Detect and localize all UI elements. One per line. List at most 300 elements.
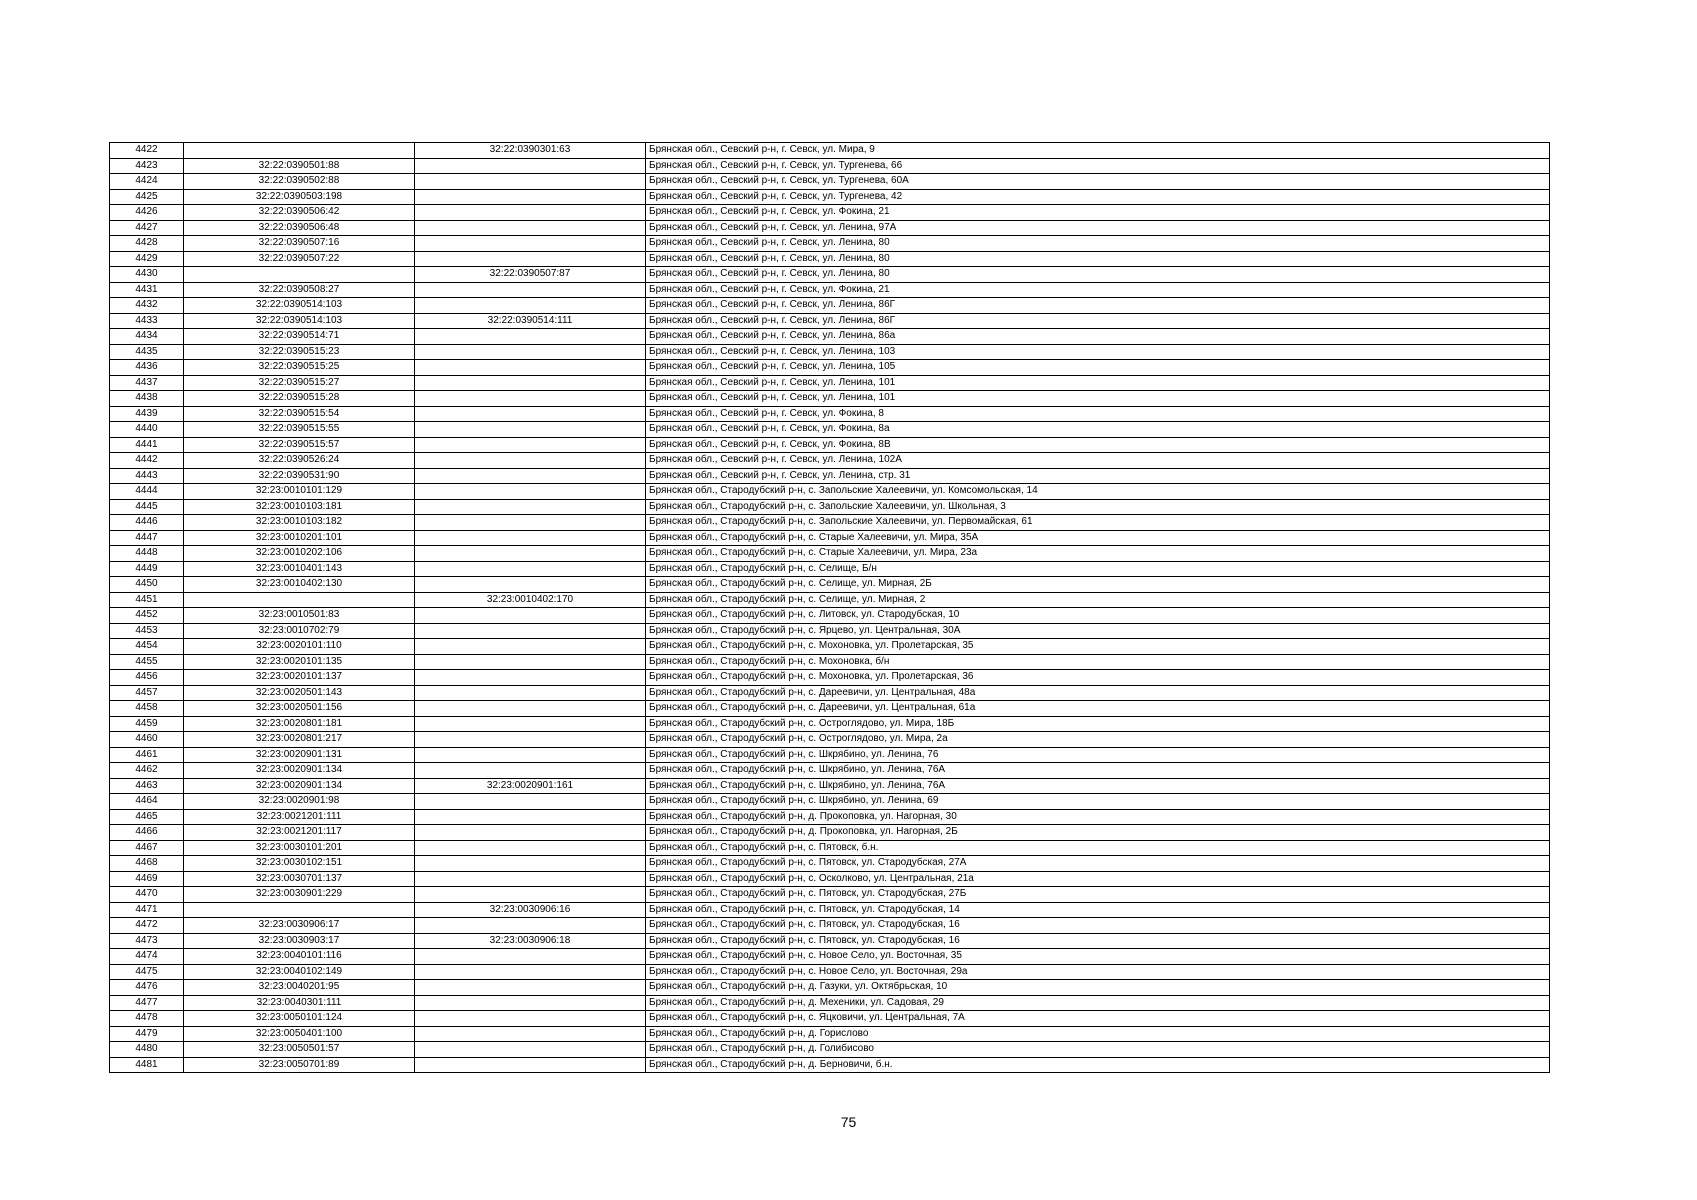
table-row xyxy=(110,468,1550,484)
cadastral-number-cell xyxy=(184,267,415,283)
row-number-cell: 4462 xyxy=(110,763,184,779)
row-number-cell: 4452 xyxy=(110,608,184,624)
row-number-cell: 4453 xyxy=(110,623,184,639)
cadastral-number-cell: 32:22:0390531:90 xyxy=(184,468,415,484)
row-number-cell: 4479 xyxy=(110,1026,184,1042)
address-cell: Брянская обл., Стародубский р-н, с. Ярцево, ул. Центральная, 30А xyxy=(646,623,1550,639)
row-number-cell: 4468 xyxy=(110,856,184,872)
cadastral-number-cell: 32:22:0390507:16 xyxy=(184,236,415,252)
related-cadastral-number-cell xyxy=(415,437,646,453)
address-cell: Брянская обл., Стародубский р-н, с. Остроглядово, ул. Мира, 2а xyxy=(646,732,1550,748)
cadastral-number-cell: 32:22:0390515:27 xyxy=(184,375,415,391)
table-row xyxy=(110,763,1550,779)
table-row xyxy=(110,220,1550,236)
table-row xyxy=(110,375,1550,391)
table-row xyxy=(110,918,1550,934)
related-cadastral-number-cell xyxy=(415,608,646,624)
row-number-cell: 4473 xyxy=(110,933,184,949)
row-number-cell: 4474 xyxy=(110,949,184,965)
address-cell: Брянская обл., Севский р-н, г. Севск, ул. Ленина, 97А xyxy=(646,220,1550,236)
address-cell: Брянская обл., Стародубский р-н, с. Шкрябино, ул. Ленина, 76 xyxy=(646,747,1550,763)
table-row xyxy=(110,608,1550,624)
address-cell: Брянская обл., Стародубский р-н, д. Горислово xyxy=(646,1026,1550,1042)
row-number-cell: 4429 xyxy=(110,251,184,267)
cadastral-number-cell: 32:22:0390514:71 xyxy=(184,329,415,345)
row-number-cell: 4437 xyxy=(110,375,184,391)
table-row xyxy=(110,902,1550,918)
related-cadastral-number-cell xyxy=(415,1026,646,1042)
address-cell: Брянская обл., Севский р-н, г. Севск, ул. Ленина, 105 xyxy=(646,360,1550,376)
related-cadastral-number-cell xyxy=(415,685,646,701)
row-number-cell: 4422 xyxy=(110,143,184,159)
cadastral-number-cell: 32:23:0020901:134 xyxy=(184,763,415,779)
table-row xyxy=(110,716,1550,732)
related-cadastral-number-cell xyxy=(415,654,646,670)
cadastral-number-cell: 32:23:0020101:110 xyxy=(184,639,415,655)
row-number-cell: 4476 xyxy=(110,980,184,996)
address-cell: Брянская обл., Стародубский р-н, с. Новое Село, ул. Восточная, 29а xyxy=(646,964,1550,980)
cadastral-number-cell: 32:23:0040102:149 xyxy=(184,964,415,980)
table-row xyxy=(110,871,1550,887)
row-number-cell: 4467 xyxy=(110,840,184,856)
cadastral-number-cell: 32:23:0010702:79 xyxy=(184,623,415,639)
row-number-cell: 4463 xyxy=(110,778,184,794)
address-cell: Брянская обл., Стародубский р-н, с. Дареевичи, ул. Центральная, 48а xyxy=(646,685,1550,701)
address-cell: Брянская обл., Стародубский р-н, с. Мохоновка, б/н xyxy=(646,654,1550,670)
related-cadastral-number-cell xyxy=(415,499,646,515)
related-cadastral-number-cell xyxy=(415,701,646,717)
address-cell: Брянская обл., Севский р-н, г. Севск, ул. Фокина, 8В xyxy=(646,437,1550,453)
address-cell: Брянская обл., Севский р-н, г. Севск, ул. Ленина, 101 xyxy=(646,375,1550,391)
row-number-cell: 4455 xyxy=(110,654,184,670)
related-cadastral-number-cell xyxy=(415,995,646,1011)
table-row xyxy=(110,406,1550,422)
related-cadastral-number-cell xyxy=(415,577,646,593)
cadastral-number-cell: 32:23:0010201:101 xyxy=(184,530,415,546)
table-row xyxy=(110,1057,1550,1073)
related-cadastral-number-cell xyxy=(415,189,646,205)
table-row xyxy=(110,484,1550,500)
address-cell: Брянская обл., Севский р-н, г. Севск, ул. Ленина, стр. 31 xyxy=(646,468,1550,484)
table-row xyxy=(110,1042,1550,1058)
address-cell: Брянская обл., Стародубский р-н, с. Селище, ул. Мирная, 2 xyxy=(646,592,1550,608)
cadastral-number-cell xyxy=(184,143,415,159)
table-row xyxy=(110,267,1550,283)
address-cell: Брянская обл., Севский р-н, г. Севск, ул. Ленина, 102А xyxy=(646,453,1550,469)
row-number-cell: 4469 xyxy=(110,871,184,887)
row-number-cell: 4466 xyxy=(110,825,184,841)
table-row xyxy=(110,205,1550,221)
row-number-cell: 4481 xyxy=(110,1057,184,1073)
cadastral-number-cell: 32:23:0010401:143 xyxy=(184,561,415,577)
cadastral-number-cell: 32:23:0010103:181 xyxy=(184,499,415,515)
cadastral-number-cell: 32:23:0030102:151 xyxy=(184,856,415,872)
table-row xyxy=(110,298,1550,314)
cadastral-number-cell: 32:22:0390506:48 xyxy=(184,220,415,236)
row-number-cell: 4428 xyxy=(110,236,184,252)
table-row xyxy=(110,546,1550,562)
cadastral-number-cell: 32:22:0390515:25 xyxy=(184,360,415,376)
related-cadastral-number-cell xyxy=(415,515,646,531)
table-row xyxy=(110,515,1550,531)
table-row xyxy=(110,592,1550,608)
row-number-cell: 4446 xyxy=(110,515,184,531)
cadastral-number-cell xyxy=(184,592,415,608)
cadastral-number-cell: 32:23:0040201:95 xyxy=(184,980,415,996)
cadastral-number-cell: 32:23:0020901:134 xyxy=(184,778,415,794)
table-row xyxy=(110,313,1550,329)
address-cell: Брянская обл., Стародубский р-н, с. Новое Село, ул. Восточная, 35 xyxy=(646,949,1550,965)
related-cadastral-number-cell xyxy=(415,716,646,732)
address-cell: Брянская обл., Стародубский р-н, с. Пятовск, ул. Стародубская, 16 xyxy=(646,933,1550,949)
cadastral-number-cell: 32:23:0020901:98 xyxy=(184,794,415,810)
address-cell: Брянская обл., Стародубский р-н, с. Остроглядово, ул. Мира, 18Б xyxy=(646,716,1550,732)
table-row xyxy=(110,251,1550,267)
cadastral-number-cell: 32:22:0390514:103 xyxy=(184,313,415,329)
related-cadastral-number-cell xyxy=(415,236,646,252)
related-cadastral-number-cell xyxy=(415,825,646,841)
table-row xyxy=(110,995,1550,1011)
cadastral-number-cell: 32:23:0010501:83 xyxy=(184,608,415,624)
address-cell: Брянская обл., Севский р-н, г. Севск, ул. Фокина, 21 xyxy=(646,282,1550,298)
address-cell: Брянская обл., Стародубский р-н, с. Шкрябино, ул. Ленина, 69 xyxy=(646,794,1550,810)
related-cadastral-number-cell xyxy=(415,468,646,484)
row-number-cell: 4431 xyxy=(110,282,184,298)
row-number-cell: 4433 xyxy=(110,313,184,329)
address-cell: Брянская обл., Севский р-н, г. Севск, ул. Тургенева, 60А xyxy=(646,174,1550,190)
address-cell: Брянская обл., Стародубский р-н, с. Осколково, ул. Центральная, 21а xyxy=(646,871,1550,887)
address-cell: Брянская обл., Севский р-н, г. Севск, ул. Ленина, 86а xyxy=(646,329,1550,345)
row-number-cell: 4424 xyxy=(110,174,184,190)
related-cadastral-number-cell: 32:22:0390507:87 xyxy=(415,267,646,283)
table-body xyxy=(110,143,1550,1073)
cadastral-number-cell: 32:23:0050701:89 xyxy=(184,1057,415,1073)
related-cadastral-number-cell: 32:23:0010402:170 xyxy=(415,592,646,608)
address-cell: Брянская обл., Стародубский р-н, с. Пятовск, ул. Стародубская, 14 xyxy=(646,902,1550,918)
cadastral-number-cell: 32:22:0390507:22 xyxy=(184,251,415,267)
related-cadastral-number-cell xyxy=(415,220,646,236)
table-row xyxy=(110,840,1550,856)
row-number-cell: 4454 xyxy=(110,639,184,655)
related-cadastral-number-cell xyxy=(415,747,646,763)
row-number-cell: 4478 xyxy=(110,1011,184,1027)
table-row xyxy=(110,654,1550,670)
cadastral-number-cell: 32:23:0020901:131 xyxy=(184,747,415,763)
cadastral-number-cell: 32:22:0390514:103 xyxy=(184,298,415,314)
related-cadastral-number-cell xyxy=(415,1042,646,1058)
address-cell: Брянская обл., Стародубский р-н, с. Мохоновка, ул. Пролетарская, 35 xyxy=(646,639,1550,655)
cadastral-number-cell: 32:23:0020501:156 xyxy=(184,701,415,717)
address-cell: Брянская обл., Стародубский р-н, с. Шкрябино, ул. Ленина, 76А xyxy=(646,778,1550,794)
row-number-cell: 4450 xyxy=(110,577,184,593)
table-row xyxy=(110,561,1550,577)
cadastral-number-cell: 32:22:0390515:55 xyxy=(184,422,415,438)
related-cadastral-number-cell xyxy=(415,406,646,422)
row-number-cell: 4447 xyxy=(110,530,184,546)
cadastral-number-cell xyxy=(184,902,415,918)
cadastral-number-cell: 32:23:0020501:143 xyxy=(184,685,415,701)
related-cadastral-number-cell xyxy=(415,794,646,810)
address-cell: Брянская обл., Севский р-н, г. Севск, ул. Ленина, 80 xyxy=(646,267,1550,283)
cadastral-number-cell: 32:22:0390503:198 xyxy=(184,189,415,205)
cadastral-number-cell: 32:23:0010402:130 xyxy=(184,577,415,593)
address-cell: Брянская обл., Севский р-н, г. Севск, ул. Ленина, 101 xyxy=(646,391,1550,407)
cadastral-number-cell: 32:23:0010101:129 xyxy=(184,484,415,500)
related-cadastral-number-cell xyxy=(415,375,646,391)
table-row xyxy=(110,670,1550,686)
table-row xyxy=(110,825,1550,841)
row-number-cell: 4460 xyxy=(110,732,184,748)
cadastral-number-cell: 32:22:0390515:54 xyxy=(184,406,415,422)
row-number-cell: 4470 xyxy=(110,887,184,903)
address-cell: Брянская обл., Стародубский р-н, с. Шкрябино, ул. Ленина, 76А xyxy=(646,763,1550,779)
cadastral-number-cell: 32:22:0390515:28 xyxy=(184,391,415,407)
cadastral-number-cell: 32:23:0030101:201 xyxy=(184,840,415,856)
related-cadastral-number-cell xyxy=(415,639,646,655)
row-number-cell: 4430 xyxy=(110,267,184,283)
address-cell: Брянская обл., Стародубский р-н, с. Селище, Б/н xyxy=(646,561,1550,577)
address-cell: Брянская обл., Стародубский р-н, с. Старые Халеевичи, ул. Мира, 35А xyxy=(646,530,1550,546)
related-cadastral-number-cell xyxy=(415,809,646,825)
row-number-cell: 4435 xyxy=(110,344,184,360)
related-cadastral-number-cell xyxy=(415,158,646,174)
table-row xyxy=(110,344,1550,360)
related-cadastral-number-cell xyxy=(415,282,646,298)
row-number-cell: 4449 xyxy=(110,561,184,577)
cadastral-number-cell: 32:23:0030701:137 xyxy=(184,871,415,887)
table-row xyxy=(110,329,1550,345)
address-cell: Брянская обл., Севский р-н, г. Севск, ул. Ленина, 86Г xyxy=(646,298,1550,314)
address-cell: Брянская обл., Севский р-н, г. Севск, ул. Ленина, 86Г xyxy=(646,313,1550,329)
related-cadastral-number-cell xyxy=(415,1011,646,1027)
cadastral-number-cell: 32:22:0390502:88 xyxy=(184,174,415,190)
related-cadastral-number-cell xyxy=(415,871,646,887)
address-cell: Брянская обл., Севский р-н, г. Севск, ул. Фокина, 8 xyxy=(646,406,1550,422)
cadastral-number-cell: 32:22:0390526:24 xyxy=(184,453,415,469)
cadastral-number-cell: 32:22:0390508:27 xyxy=(184,282,415,298)
related-cadastral-number-cell xyxy=(415,840,646,856)
address-cell: Брянская обл., Стародубский р-н, с. Мохоновка, ул. Пролетарская, 36 xyxy=(646,670,1550,686)
address-cell: Брянская обл., Севский р-н, г. Севск, ул. Тургенева, 42 xyxy=(646,189,1550,205)
related-cadastral-number-cell xyxy=(415,623,646,639)
related-cadastral-number-cell xyxy=(415,530,646,546)
row-number-cell: 4461 xyxy=(110,747,184,763)
row-number-cell: 4475 xyxy=(110,964,184,980)
row-number-cell: 4457 xyxy=(110,685,184,701)
address-cell: Брянская обл., Стародубский р-н, с. Пятовск, б.н. xyxy=(646,840,1550,856)
related-cadastral-number-cell xyxy=(415,251,646,267)
row-number-cell: 4442 xyxy=(110,453,184,469)
page-number: 75 xyxy=(840,1114,857,1130)
cadastral-number-cell: 32:23:0021201:117 xyxy=(184,825,415,841)
row-number-cell: 4451 xyxy=(110,592,184,608)
address-cell: Брянская обл., Стародубский р-н, с. Запольские Халеевичи, ул. Комсомольская, 14 xyxy=(646,484,1550,500)
related-cadastral-number-cell xyxy=(415,964,646,980)
related-cadastral-number-cell xyxy=(415,360,646,376)
cadastral-number-cell: 32:23:0050501:57 xyxy=(184,1042,415,1058)
row-number-cell: 4439 xyxy=(110,406,184,422)
cadastral-number-cell: 32:23:0050101:124 xyxy=(184,1011,415,1027)
table-row xyxy=(110,1026,1550,1042)
row-number-cell: 4425 xyxy=(110,189,184,205)
cadastral-number-cell: 32:23:0020101:135 xyxy=(184,654,415,670)
table-row xyxy=(110,360,1550,376)
table-row xyxy=(110,158,1550,174)
row-number-cell: 4477 xyxy=(110,995,184,1011)
table-row xyxy=(110,189,1550,205)
cadastral-number-cell: 32:22:0390501:88 xyxy=(184,158,415,174)
related-cadastral-number-cell xyxy=(415,856,646,872)
table-row xyxy=(110,933,1550,949)
related-cadastral-number-cell xyxy=(415,887,646,903)
table-row xyxy=(110,778,1550,794)
row-number-cell: 4471 xyxy=(110,902,184,918)
related-cadastral-number-cell xyxy=(415,453,646,469)
row-number-cell: 4426 xyxy=(110,205,184,221)
cadastral-number-cell: 32:22:0390506:42 xyxy=(184,205,415,221)
table-row xyxy=(110,453,1550,469)
address-cell: Брянская обл., Стародубский р-н, с. Дареевичи, ул. Центральная, 61а xyxy=(646,701,1550,717)
table-row xyxy=(110,422,1550,438)
related-cadastral-number-cell xyxy=(415,949,646,965)
cadastral-number-cell: 32:22:0390515:57 xyxy=(184,437,415,453)
address-cell: Брянская обл., Севский р-н, г. Севск, ул. Фокина, 8а xyxy=(646,422,1550,438)
table-row xyxy=(110,732,1550,748)
cadastral-number-cell: 32:23:0030901:229 xyxy=(184,887,415,903)
row-number-cell: 4458 xyxy=(110,701,184,717)
row-number-cell: 4434 xyxy=(110,329,184,345)
cadastral-number-cell: 32:23:0020801:217 xyxy=(184,732,415,748)
related-cadastral-number-cell: 32:23:0020901:161 xyxy=(415,778,646,794)
table-row xyxy=(110,391,1550,407)
table-row xyxy=(110,577,1550,593)
address-cell: Брянская обл., Стародубский р-н, с. Пятовск, ул. Стародубская, 27Б xyxy=(646,887,1550,903)
table-row xyxy=(110,887,1550,903)
row-number-cell: 4456 xyxy=(110,670,184,686)
table-row xyxy=(110,685,1550,701)
related-cadastral-number-cell: 32:23:0030906:16 xyxy=(415,902,646,918)
address-cell: Брянская обл., Стародубский р-н, с. Запольские Халеевичи, ул. Первомайская, 61 xyxy=(646,515,1550,531)
row-number-cell: 4465 xyxy=(110,809,184,825)
row-number-cell: 4443 xyxy=(110,468,184,484)
address-cell: Брянская обл., Стародубский р-н, с. Пятовск, ул. Стародубская, 16 xyxy=(646,918,1550,934)
related-cadastral-number-cell: 32:22:0390514:111 xyxy=(415,313,646,329)
address-cell: Брянская обл., Севский р-н, г. Севск, ул. Ленина, 80 xyxy=(646,236,1550,252)
address-cell: Брянская обл., Стародубский р-н, д. Мехеники, ул. Садовая, 29 xyxy=(646,995,1550,1011)
row-number-cell: 4436 xyxy=(110,360,184,376)
related-cadastral-number-cell xyxy=(415,670,646,686)
row-number-cell: 4441 xyxy=(110,437,184,453)
address-cell: Брянская обл., Севский р-н, г. Севск, ул. Ленина, 80 xyxy=(646,251,1550,267)
related-cadastral-number-cell xyxy=(415,918,646,934)
related-cadastral-number-cell xyxy=(415,732,646,748)
row-number-cell: 4472 xyxy=(110,918,184,934)
table-row xyxy=(110,949,1550,965)
row-number-cell: 4427 xyxy=(110,220,184,236)
address-cell: Брянская обл., Севский р-н, г. Севск, ул. Фокина, 21 xyxy=(646,205,1550,221)
address-cell: Брянская обл., Стародубский р-н, д. Прокоповка, ул. Нагорная, 2Б xyxy=(646,825,1550,841)
related-cadastral-number-cell xyxy=(415,980,646,996)
cadastral-number-cell: 32:23:0020101:137 xyxy=(184,670,415,686)
table-row xyxy=(110,747,1550,763)
address-cell: Брянская обл., Стародубский р-н, с. Старые Халеевичи, ул. Мира, 23а xyxy=(646,546,1550,562)
related-cadastral-number-cell: 32:23:0030906:18 xyxy=(415,933,646,949)
related-cadastral-number-cell xyxy=(415,344,646,360)
table-row xyxy=(110,1011,1550,1027)
cadastral-number-cell: 32:22:0390515:23 xyxy=(184,344,415,360)
table-row xyxy=(110,174,1550,190)
table-row xyxy=(110,437,1550,453)
table-row xyxy=(110,980,1550,996)
table-row xyxy=(110,964,1550,980)
related-cadastral-number-cell xyxy=(415,763,646,779)
row-number-cell: 4438 xyxy=(110,391,184,407)
row-number-cell: 4440 xyxy=(110,422,184,438)
row-number-cell: 4432 xyxy=(110,298,184,314)
row-number-cell: 4480 xyxy=(110,1042,184,1058)
table-row xyxy=(110,499,1550,515)
row-number-cell: 4448 xyxy=(110,546,184,562)
cadastral-number-cell: 32:23:0010202:106 xyxy=(184,546,415,562)
related-cadastral-number-cell xyxy=(415,561,646,577)
related-cadastral-number-cell xyxy=(415,298,646,314)
table-row xyxy=(110,794,1550,810)
related-cadastral-number-cell xyxy=(415,174,646,190)
address-cell: Брянская обл., Стародубский р-н, с. Пятовск, ул. Стародубская, 27А xyxy=(646,856,1550,872)
cadastral-number-cell: 32:23:0040101:116 xyxy=(184,949,415,965)
row-number-cell: 4444 xyxy=(110,484,184,500)
address-cell: Брянская обл., Стародубский р-н, с. Селище, ул. Мирная, 2Б xyxy=(646,577,1550,593)
row-number-cell: 4445 xyxy=(110,499,184,515)
row-number-cell: 4464 xyxy=(110,794,184,810)
cadastral-number-cell: 32:23:0030903:17 xyxy=(184,933,415,949)
address-cell: Брянская обл., Стародубский р-н, с. Литовск, ул. Стародубская, 10 xyxy=(646,608,1550,624)
cadastral-number-cell: 32:23:0021201:111 xyxy=(184,809,415,825)
related-cadastral-number-cell xyxy=(415,1057,646,1073)
address-cell: Брянская обл., Стародубский р-н, д. Газуки, ул. Октябрьская, 10 xyxy=(646,980,1550,996)
table-row xyxy=(110,856,1550,872)
row-number-cell: 4423 xyxy=(110,158,184,174)
address-cell: Брянская обл., Севский р-н, г. Севск, ул. Тургенева, 66 xyxy=(646,158,1550,174)
table-row xyxy=(110,282,1550,298)
table-row xyxy=(110,639,1550,655)
related-cadastral-number-cell xyxy=(415,546,646,562)
table-row xyxy=(110,701,1550,717)
cadastral-table xyxy=(109,142,1550,1073)
related-cadastral-number-cell xyxy=(415,205,646,221)
address-cell: Брянская обл., Стародубский р-н, д. Прокоповка, ул. Нагорная, 30 xyxy=(646,809,1550,825)
row-number-cell: 4459 xyxy=(110,716,184,732)
table-row xyxy=(110,236,1550,252)
related-cadastral-number-cell xyxy=(415,484,646,500)
table-row xyxy=(110,143,1550,159)
cadastral-number-cell: 32:23:0030906:17 xyxy=(184,918,415,934)
related-cadastral-number-cell xyxy=(415,422,646,438)
table-row xyxy=(110,809,1550,825)
cadastral-number-cell: 32:23:0010103:182 xyxy=(184,515,415,531)
address-cell: Брянская обл., Севский р-н, г. Севск, ул. Ленина, 103 xyxy=(646,344,1550,360)
related-cadastral-number-cell: 32:22:0390301:63 xyxy=(415,143,646,159)
table-row xyxy=(110,623,1550,639)
address-cell: Брянская обл., Севский р-н, г. Севск, ул. Мира, 9 xyxy=(646,143,1550,159)
address-cell: Брянская обл., Стародубский р-н, с. Яцковичи, ул. Центральная, 7А xyxy=(646,1011,1550,1027)
cadastral-number-cell: 32:23:0040301:111 xyxy=(184,995,415,1011)
table-row xyxy=(110,530,1550,546)
related-cadastral-number-cell xyxy=(415,391,646,407)
address-cell: Брянская обл., Стародубский р-н, д. Берновичи, б.н. xyxy=(646,1057,1550,1073)
cadastral-number-cell: 32:23:0050401:100 xyxy=(184,1026,415,1042)
cadastral-number-cell: 32:23:0020801:181 xyxy=(184,716,415,732)
